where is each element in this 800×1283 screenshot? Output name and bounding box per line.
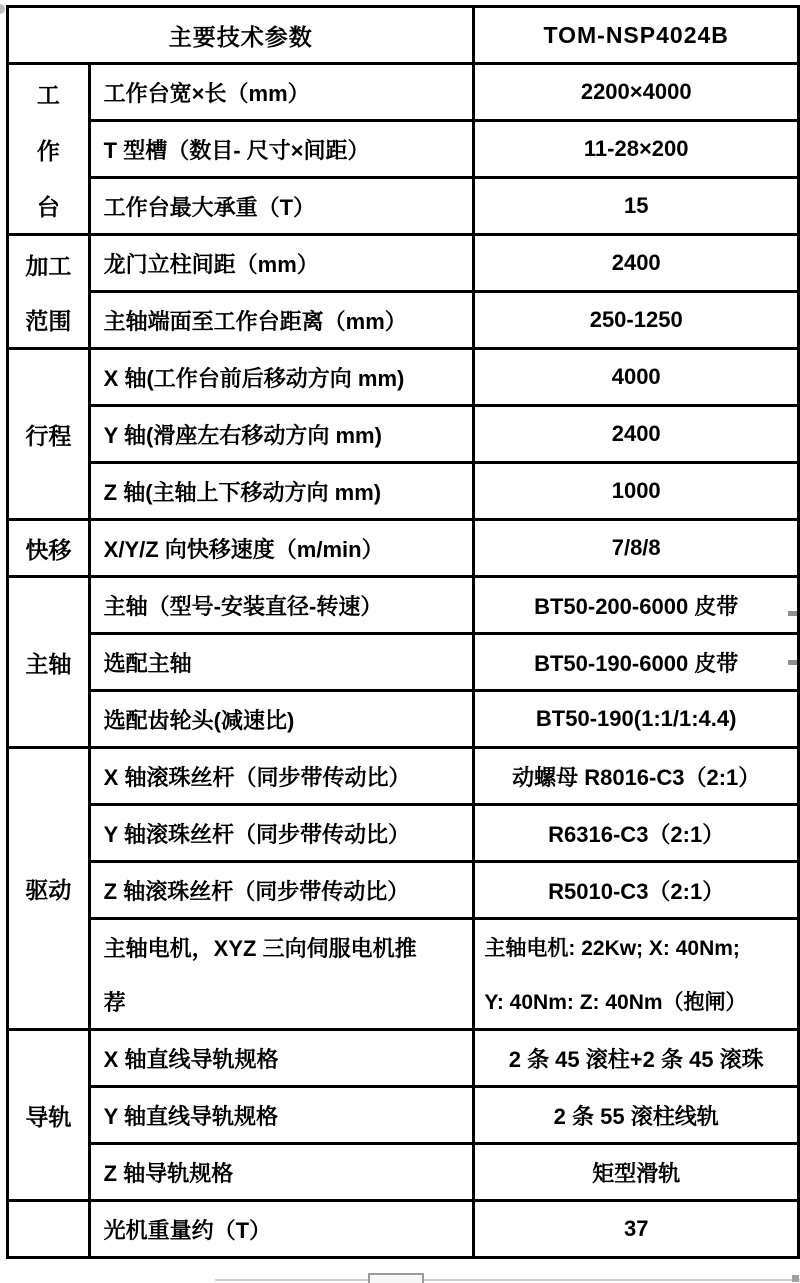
table-row — [8, 1087, 799, 1144]
param-cell: 龙门立柱间距（mm） — [89, 235, 474, 292]
value-cell: 37 — [474, 1201, 799, 1258]
param-cell: 主轴（型号-安装直径-转速） — [89, 577, 474, 634]
param-cell: Y 轴滚珠丝杆（同步带传动比） — [89, 805, 474, 862]
value-cell: 2 条 45 滚柱+2 条 45 滚珠 — [474, 1030, 799, 1087]
param-cell: X 轴直线导轨规格 — [89, 1030, 474, 1087]
value-cell: R5010-C3（2:1） — [474, 862, 799, 919]
group-label-line: 工 — [36, 81, 60, 108]
group-cell-worktable — [8, 64, 90, 235]
group-cell-empty — [8, 1201, 90, 1258]
table-row — [8, 577, 799, 634]
value-cell: 4000 — [474, 349, 799, 406]
value-cell: 矩型滑轨 — [474, 1144, 799, 1201]
group-label-line: 范围 — [25, 307, 72, 334]
scan-artifact — [368, 1273, 424, 1283]
table-row — [8, 805, 799, 862]
table-row — [8, 121, 799, 178]
value-cell-motors — [474, 919, 799, 1030]
table-row — [8, 1144, 799, 1201]
param-cell: 选配主轴 — [89, 634, 474, 691]
param-cell: 选配齿轮头(减速比) — [89, 691, 474, 748]
value-cell: BT50-190-6000 皮带 — [474, 634, 799, 691]
table-row — [8, 634, 799, 691]
value-cell: 2400 — [474, 406, 799, 463]
value-line: 主轴电机: 22Kw; X: 40Nm; — [484, 937, 740, 960]
param-cell: 主轴端面至工作台距离（mm） — [89, 292, 474, 349]
table-row — [8, 748, 799, 805]
value-cell: 11-28×200 — [474, 121, 799, 178]
param-cell: Y 轴(滑座左右移动方向 mm) — [89, 406, 474, 463]
table-row — [8, 235, 799, 292]
value-cell: 15 — [474, 178, 799, 235]
table-row — [8, 64, 799, 121]
scan-artifact — [215, 1279, 800, 1281]
param-cell: Y 轴直线导轨规格 — [89, 1087, 474, 1144]
resize-handle-artifact — [788, 660, 797, 665]
group-cell-machining-range — [8, 235, 90, 349]
resize-handle-artifact — [788, 611, 797, 616]
param-cell: 工作台最大承重（T） — [89, 178, 474, 235]
param-cell: X/Y/Z 向快移速度（m/min） — [89, 520, 474, 577]
value-cell: R6316-C3（2:1） — [474, 805, 799, 862]
table-row — [8, 691, 799, 748]
scan-artifact — [792, 1275, 799, 1282]
param-two-line — [104, 920, 469, 1028]
value-cell: 7/8/8 — [474, 520, 799, 577]
table-row — [8, 178, 799, 235]
table-title-cell: 主要技术参数 — [8, 7, 474, 64]
group-label-line: 加工 — [25, 252, 72, 279]
table-row — [8, 520, 799, 577]
param-cell: X 轴(工作台前后移动方向 mm) — [89, 349, 474, 406]
value-cell: 2400 — [474, 235, 799, 292]
param-cell: X 轴滚珠丝杆（同步带传动比） — [89, 748, 474, 805]
group-label-line: 台 — [36, 193, 60, 220]
group-label-stack — [9, 65, 88, 233]
table-row — [8, 406, 799, 463]
param-cell: Z 轴导轨规格 — [89, 1144, 474, 1201]
value-cell: BT50-200-6000 皮带 — [474, 577, 799, 634]
group-cell-travel: 行程 — [8, 349, 90, 520]
param-line: 荐 — [103, 989, 126, 1015]
scan-artifact — [0, 4, 5, 14]
value-cell: 2 条 55 滚柱线轨 — [474, 1087, 799, 1144]
table-row — [8, 463, 799, 520]
table-row — [8, 919, 799, 1030]
param-cell: 光机重量约（T） — [89, 1201, 474, 1258]
group-cell-drive: 驱动 — [8, 748, 90, 1030]
table-row — [8, 862, 799, 919]
param-cell-motors — [89, 919, 474, 1030]
table-row — [8, 1201, 799, 1258]
group-label-stack — [9, 237, 88, 347]
value-cell: 2200×4000 — [474, 64, 799, 121]
model-number-cell: TOM-NSP4024B — [474, 7, 799, 64]
value-line: Y: 40Nm: Z: 40Nm（抱闸） — [484, 991, 747, 1014]
table-row — [8, 292, 799, 349]
value-cell: 250-1250 — [474, 292, 799, 349]
group-cell-rapid-traverse: 快移 — [8, 520, 90, 577]
table-header-row — [8, 7, 799, 64]
table-row — [8, 349, 799, 406]
spec-table — [6, 5, 800, 1259]
table-row — [8, 1030, 799, 1087]
group-cell-spindle: 主轴 — [8, 577, 90, 748]
param-cell: Z 轴滚珠丝杆（同步带传动比） — [89, 862, 474, 919]
value-two-line — [484, 920, 793, 1028]
param-cell: Z 轴(主轴上下移动方向 mm) — [89, 463, 474, 520]
value-cell: 1000 — [474, 463, 799, 520]
param-cell: T 型槽（数目- 尺寸×间距） — [89, 121, 474, 178]
group-cell-guideway: 导轨 — [8, 1030, 90, 1201]
param-line: 主轴电机，XYZ 三向伺服电机推 — [103, 935, 417, 961]
value-cell: 动螺母 R8016-C3（2:1） — [474, 748, 799, 805]
param-cell: 工作台宽×长（mm） — [89, 64, 474, 121]
value-cell: BT50-190(1:1/1:4.4) — [474, 691, 799, 748]
group-label-line: 作 — [36, 137, 60, 164]
